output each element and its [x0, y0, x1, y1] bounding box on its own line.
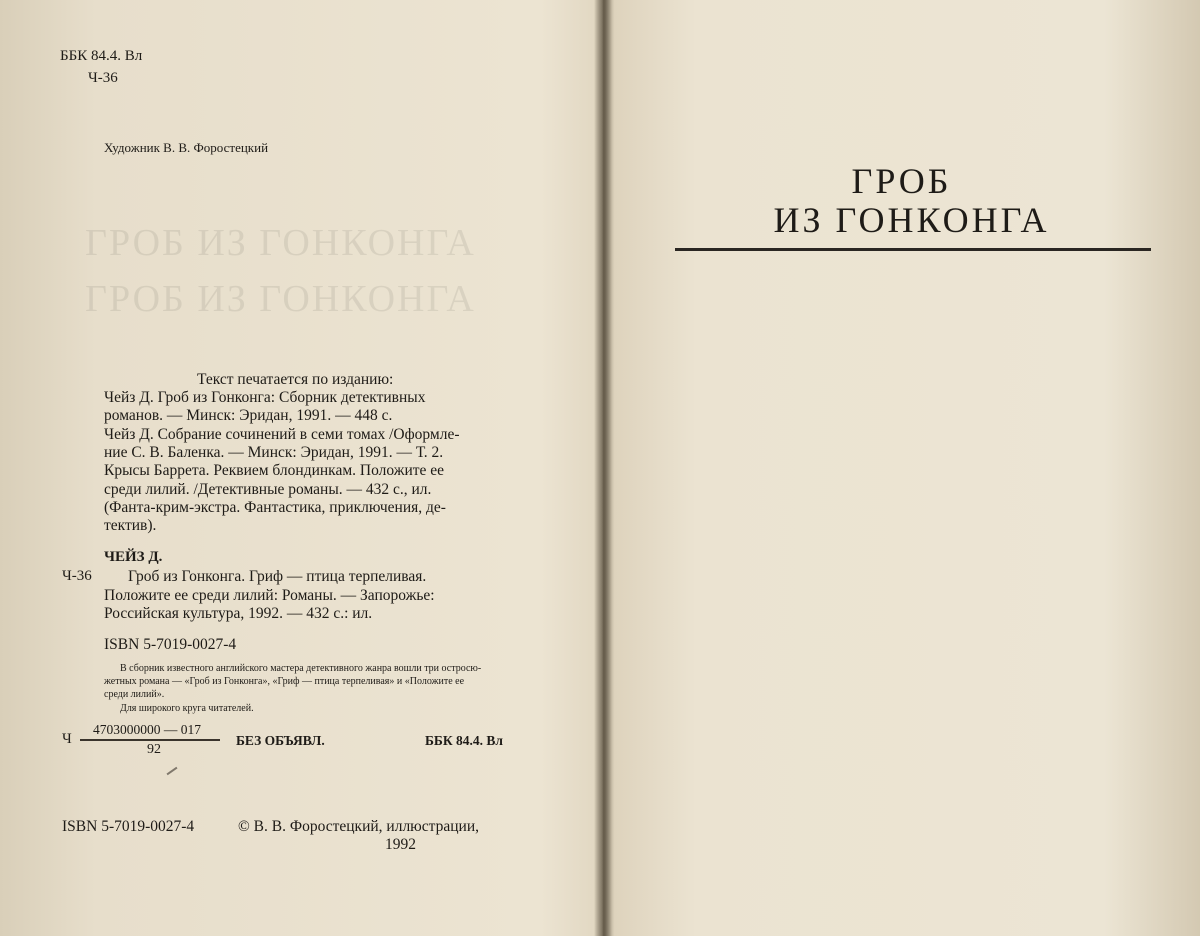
source-line: Чейз Д. Собрание сочинений в семи томах /Оформле-: [104, 426, 460, 443]
title-line-2: ИЗ ГОНКОНГА: [773, 200, 1050, 240]
annotation-line: В сборник известного английского мастера детективного жанра вошли три остросю-: [120, 663, 482, 674]
source-line: Крысы Баррета. Реквием блондинкам. Положите ее: [104, 462, 445, 479]
source-line: Чейз Д. Гроб из Гонконга: Сборник детективных: [104, 389, 426, 406]
annotation-line: среди лилий».: [104, 689, 165, 700]
fraction-denominator: 92: [147, 742, 161, 757]
bbk-code: ББК 84.4. Вл: [60, 48, 143, 64]
card-mark: Ч-36: [62, 568, 92, 584]
bbk-bottom: ББК 84.4. Вл: [425, 733, 503, 748]
card-line: Российская культура, 1992. — 432 с.: ил.: [104, 605, 373, 622]
source-line: ние С. В. Баленка. — Минск: Эридан, 1991. — Т. 2.: [104, 444, 444, 461]
source-line: (Фанта-крим-экстра. Фантастика, приключения, де-: [104, 499, 446, 516]
show-through-text: ГРОБ ИЗ ГОНКОНГА ГРОБ ИЗ ГОНКОНГА: [85, 222, 476, 320]
card-author: ЧЕЙЗ Д.: [104, 549, 163, 565]
illustrator-credit: Художник В. В. Форостецкий: [104, 140, 269, 155]
fraction-bar: [80, 739, 220, 741]
source-line: среди лилий. /Детективные романы. — 432 с., ил.: [104, 481, 432, 498]
isbn-card: ISBN 5-7019-0027-4: [104, 636, 237, 653]
author-mark: Ч-36: [88, 70, 118, 86]
title-rule: [675, 248, 1151, 251]
title-line-1: ГРОБ: [851, 161, 952, 201]
card-line: Положите ее среди лилий: Романы. — Запорожье:: [104, 587, 435, 604]
annotation-line: жетных романа — «Гроб из Гонконга», «Гриф — птица терпеливая» и «Положите ее: [104, 676, 465, 687]
audience-note: Для широкого круга читателей.: [120, 703, 254, 714]
source-line: романов. — Минск: Эридан, 1991. — 448 с.: [104, 407, 393, 424]
right-page: [603, 0, 1200, 936]
source-line: Текст печатается по изданию:: [197, 371, 394, 388]
copyright-year: 1992: [385, 836, 416, 853]
card-line: Гроб из Гонконга. Гриф — птица терпеливая.: [128, 568, 427, 585]
copyright-line: © В. В. Форостецкий, иллюстрации,: [238, 818, 479, 835]
isbn-bottom: ISBN 5-7019-0027-4: [62, 818, 195, 835]
source-line: тектив).: [104, 517, 157, 534]
fraction-numerator: 4703000000 — 017: [93, 722, 201, 737]
ink-speck: [167, 767, 178, 776]
fraction-prefix: Ч: [62, 731, 72, 747]
no-announcement: БЕЗ ОБЪЯВЛ.: [236, 733, 325, 748]
